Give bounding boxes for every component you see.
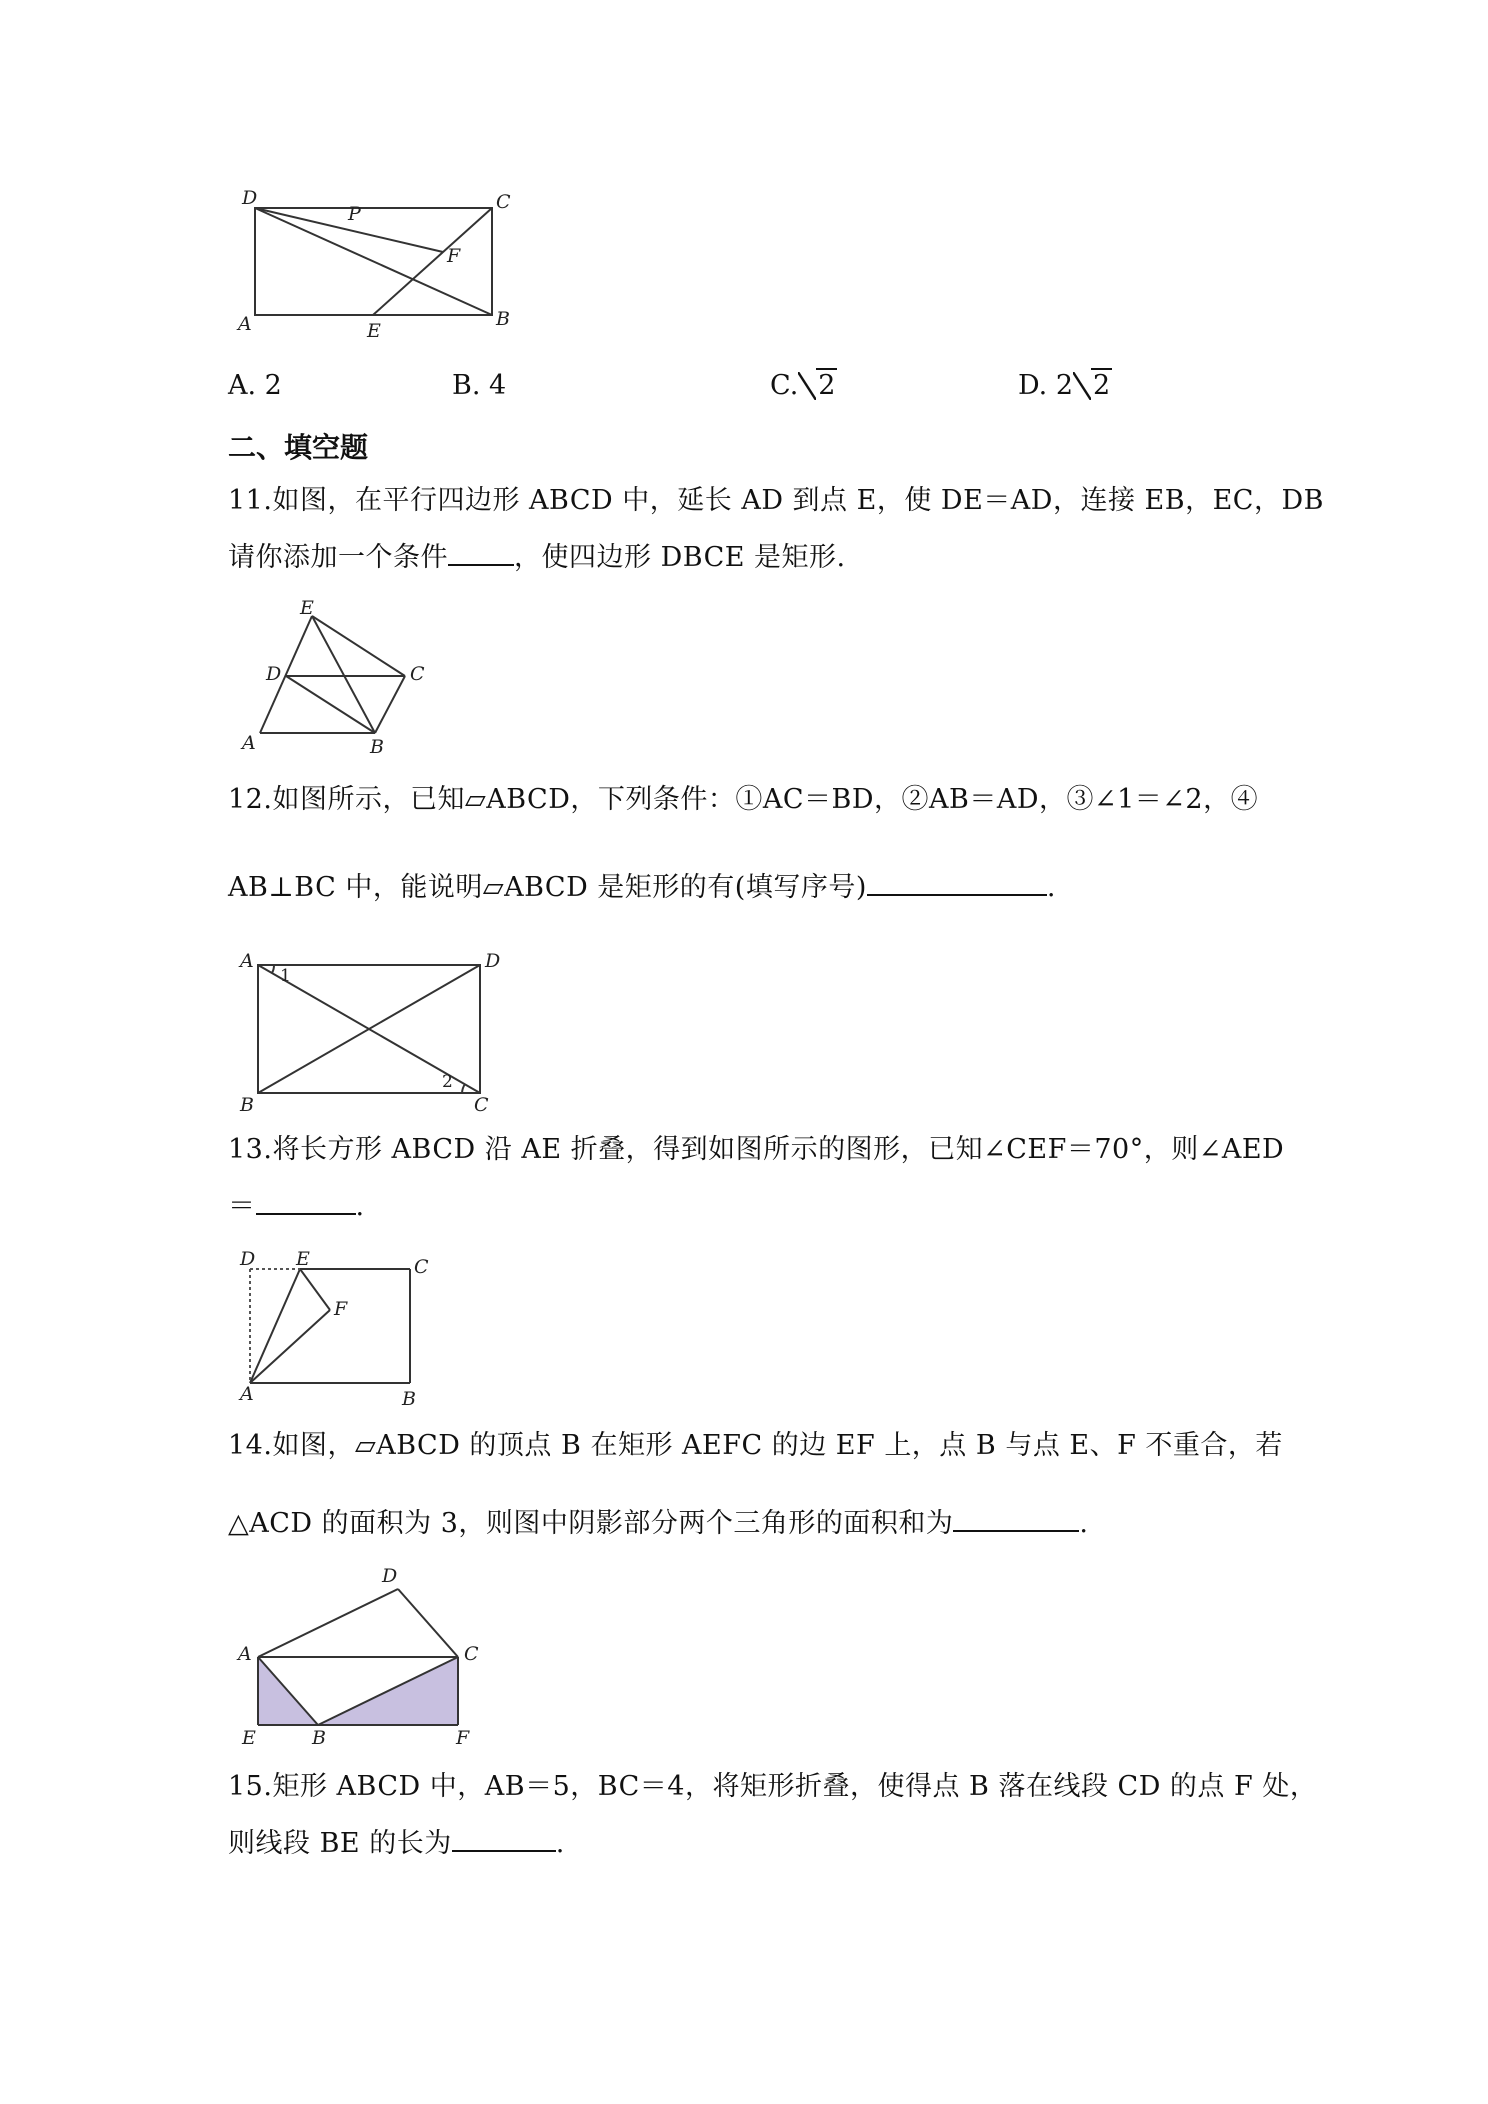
- q12-label-d: D: [485, 950, 501, 972]
- q14-answer-blank[interactable]: [953, 1502, 1079, 1532]
- q11-label-c: C: [410, 663, 425, 685]
- option-c-sqrt: [798, 366, 837, 406]
- q12-answer-blank[interactable]: [867, 866, 1047, 896]
- q12-angle-2-arc: [462, 1084, 465, 1093]
- q12-figure: [230, 945, 510, 1115]
- q15-line1: 15.矩形 ABCD 中，AB＝5，BC＝4，将矩形折叠，使得点 B 落在线段 CD 的点 F 处，: [228, 1771, 1318, 1802]
- q15-line2-post: .: [555, 1828, 565, 1859]
- q13-fold-ae: [250, 1269, 300, 1383]
- q11-segment-db: [286, 676, 375, 733]
- q12-label-a: A: [240, 950, 254, 972]
- q13-label-e: E: [296, 1248, 310, 1270]
- q13-label-b: B: [402, 1388, 416, 1405]
- q11-figure: [230, 598, 440, 758]
- option-c-prefix: C.: [770, 370, 799, 401]
- q14-figure: [230, 1560, 500, 1745]
- q13-segment-af: [250, 1310, 330, 1383]
- q15-line2: [228, 1822, 565, 1864]
- q14-side-dc: [398, 1589, 458, 1657]
- q12-line1: 12.如图所示，已知▱ABCD，下列条件：①AC＝BD，②AB＝AD，③∠1＝∠2，④: [228, 784, 1259, 815]
- q13-segment-ef: [300, 1269, 330, 1310]
- option-a: A. 2: [228, 370, 282, 401]
- q11-line2: [228, 536, 846, 578]
- q13-line2-pre: ＝: [228, 1191, 256, 1222]
- q12-label-b: B: [240, 1094, 254, 1115]
- q12-label-angle-2: 2: [442, 1072, 453, 1092]
- q11-line2-post: ，使四边形 DBCE 是矩形.: [514, 542, 846, 573]
- q14-label-a: A: [238, 1643, 252, 1665]
- q14-label-e: E: [242, 1727, 256, 1745]
- option-d-radicand: 2: [1093, 370, 1111, 401]
- q12-label-angle-1: 1: [280, 966, 291, 986]
- q10-label-a: A: [238, 313, 252, 335]
- q13-label-c: C: [414, 1256, 429, 1278]
- q11-segment-ec: [312, 616, 405, 676]
- option-c: [770, 366, 837, 406]
- q10-label-b: B: [496, 308, 510, 330]
- q12-line2-pre: AB⊥BC 中，能说明▱ABCD 是矩形的有(填写序号): [228, 872, 867, 903]
- option-d-prefix: D. 2: [1018, 370, 1074, 401]
- option-d: [1018, 366, 1112, 406]
- q13-label-a: A: [240, 1383, 254, 1405]
- section-title: 二、填空题: [228, 431, 369, 464]
- q11-label-a: A: [242, 732, 256, 754]
- q11-label-b: B: [370, 736, 384, 758]
- q14-side-ad: [258, 1589, 398, 1657]
- q14-label-c: C: [464, 1643, 479, 1665]
- q14-label-d: D: [382, 1565, 398, 1587]
- option-b: B. 4: [452, 370, 507, 401]
- q13-line2-post: .: [355, 1191, 365, 1222]
- q14-line1: 14.如图，▱ABCD 的顶点 B 在矩形 AEFC 的边 EF 上，点 B 与点 E、F 不重合，若: [228, 1430, 1283, 1461]
- q14-line2-pre: △ACD 的面积为 3，则图中阴影部分两个三角形的面积和为: [228, 1508, 954, 1539]
- q13-answer-blank[interactable]: [256, 1185, 356, 1215]
- q14-label-f: F: [456, 1727, 470, 1745]
- q15-answer-blank[interactable]: [452, 1822, 556, 1852]
- q10-label-f: F: [447, 245, 461, 267]
- q13-label-f: F: [334, 1298, 348, 1320]
- q14-line2: [228, 1502, 1089, 1544]
- q10-label-c: C: [496, 191, 511, 213]
- q15-line2-pre: 则线段 BE 的长为: [228, 1828, 452, 1859]
- q10-label-e: E: [367, 320, 381, 342]
- q11-line2-pre: 请你添加一个条件: [228, 542, 448, 573]
- q14-label-b: B: [312, 1727, 326, 1745]
- q13-figure: [230, 1245, 440, 1405]
- q12-label-c: C: [474, 1094, 489, 1115]
- q11-label-e: E: [300, 598, 314, 619]
- q11-side-bc: [375, 676, 405, 733]
- q10-segment-ec: [373, 208, 492, 315]
- option-c-radicand: 2: [818, 370, 836, 401]
- q12-line2: [228, 866, 1056, 908]
- q11-label-d: D: [266, 663, 282, 685]
- q13-label-d: D: [240, 1248, 256, 1270]
- q11-line1: 11.如图，在平行四边形 ABCD 中，延长 AD 到点 E，使 DE＝AD，连接 EB，EC，DB: [228, 485, 1324, 516]
- q13-line2: [228, 1185, 365, 1227]
- q10-label-d: D: [242, 187, 258, 209]
- q12-line2-post: .: [1046, 872, 1056, 903]
- q12-angle-1-arc: [272, 965, 274, 973]
- q13-line1: 13.将长方形 ABCD 沿 AE 折叠，得到如图所示的图形，已知∠CEF＝70°，则∠AED: [228, 1134, 1285, 1165]
- q10-figure: [230, 180, 530, 345]
- option-d-sqrt: [1073, 366, 1112, 406]
- q11-answer-blank[interactable]: [448, 536, 514, 566]
- q10-label-p: P: [348, 203, 361, 225]
- q14-line2-post: .: [1079, 1508, 1089, 1539]
- q11-segment-eb: [312, 616, 375, 733]
